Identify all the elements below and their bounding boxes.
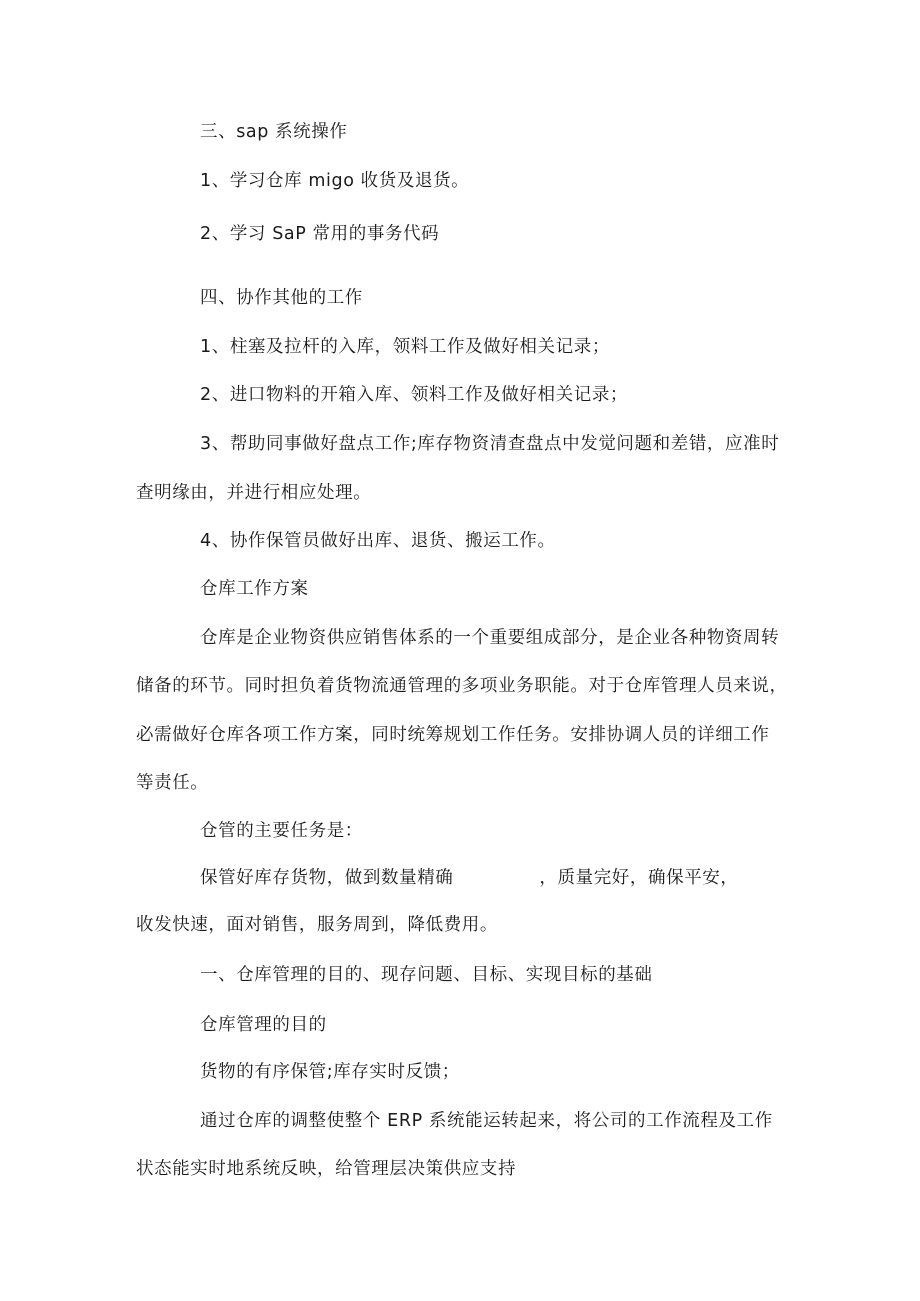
text-line: 货物的有序保管;库存实时反馈； [200, 1062, 460, 1082]
text-line: 查明缘由，并进行相应处理。 [136, 483, 372, 503]
text-line: 2、学习 SaP 常用的事务代码 [200, 224, 440, 244]
paragraph-line: 通过仓库的调整使整个 ERP 系统能运转起来，将公司的工作流程及工作 [200, 1111, 773, 1131]
text-line: 3、帮助同事做好盘点工作;库存物资清查盘点中发觉问题和差错，应准时 [200, 434, 780, 454]
subheading-purpose: 仓库管理的目的 [200, 1015, 327, 1035]
text-segment: ，质量完好，确保平安， [539, 868, 739, 888]
text-line: 仓管的主要任务是： [200, 821, 363, 841]
paragraph-line: 等责任。 [136, 773, 209, 793]
paragraph-line: 仓库是企业物资供应销售体系的一个重要组成部分，是企业各种物资周转 [200, 628, 780, 648]
section-heading-sap: 三、sap 系统操作 [200, 122, 348, 142]
text-line: 1、学习仓库 migo 收货及退货。 [200, 171, 470, 191]
text-line: 4、协作保管员做好出库、退货、搬运工作。 [200, 531, 556, 551]
section-heading-cooperate: 四、协作其他的工作 [200, 288, 363, 308]
text-line: 收发快速，面对销售，服务周到，降低费用。 [136, 915, 498, 935]
text-line: 2、进口物料的开箱入库、领料工作及做好相关记录； [200, 385, 629, 405]
paragraph-line: 储备的环节。同时担负着货物流通管理的多项业务职能。对于仓库管理人员来说， [136, 676, 788, 696]
paragraph-line: 状态能实时地系统反映，给管理层决策供应支持 [136, 1159, 517, 1179]
text-segment: 保管好库存货物，做到数量精确 [200, 868, 454, 888]
text-line [200, 866, 739, 890]
text-line: 1、柱塞及拉杆的入库，领料工作及做好相关记录； [200, 337, 610, 357]
heading-warehouse-plan: 仓库工作方案 [200, 579, 309, 599]
section-heading-management: 一、仓库管理的目的、现存问题、目标、实现目标的基础 [200, 965, 653, 985]
paragraph-line: 必需做好仓库各项工作方案，同时统筹规划工作任务。安排协调人员的详细工作 [136, 725, 770, 745]
